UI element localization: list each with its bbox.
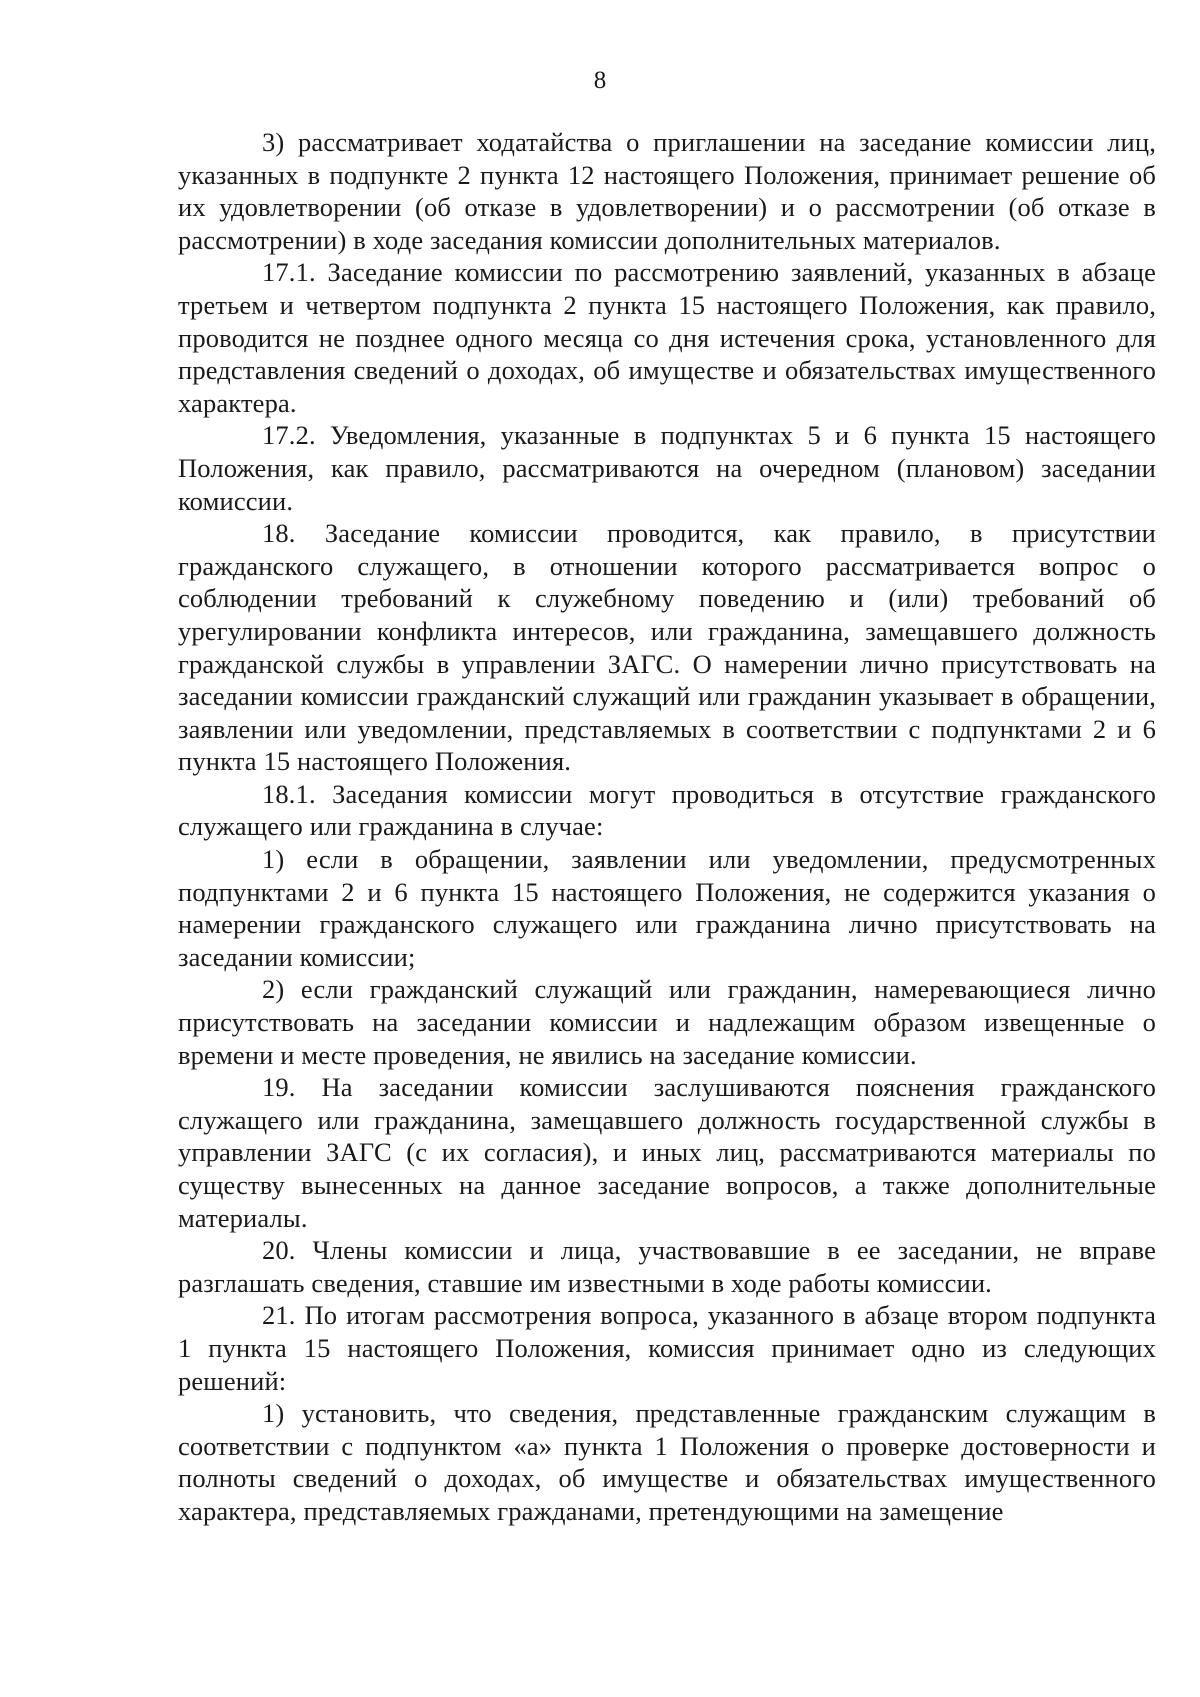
paragraph-21-item-1: 1) установить, что сведения, представленные гражданским служащим в соответствии с подпунктом «а» пункта 1 Положения о проверке достоверности и полноты сведений о доходах, об имуществе и обязательствах имущественного характера, представляемых гражданами, претендующими на замещение [178,1398,1156,1526]
page-number: 8 [593,67,607,94]
paragraph-19: 19. На заседании комиссии заслушиваются пояснения гражданского служащего или гражданина, замещавшего должность государственной службы в управлении ЗАГС (с их согласия), и иных лиц, рассматриваются материалы по существу вынесенных на данное заседание вопросов, а также дополнительные материалы. [178,1072,1156,1233]
paragraph-3-item: 3) рассматривает ходатайства о приглашении на заседание комиссии лиц, указанных в подпункте 2 пункта 12 настоящего Положения, принимает решение об их удовлетворении (об отказе в удовлетворении) и о рассмотрении (об отказе в рассмотрении) в ходе заседания комиссии дополнительных материалов. [178,127,1156,255]
paragraph-18-1: 18.1. Заседания комиссии могут проводиться в отсутствие гражданского служащего или гражданина в случае: [178,778,1156,842]
paragraph-18-1-item-1: 1) если в обращении, заявлении или уведомлении, предусмотренных подпунктами 2 и 6 пункта 15 настоящего Положения, не содержится указания о намерении гражданского служащего или гражданина лично присутствовать на заседании комиссии; [178,844,1156,972]
paragraph-18: 18. Заседание комиссии проводится, как правило, в присутствии гражданского служащего, в отношении которого рассматривается вопрос о соблюдении требований к служебному поведению и (или) требований об урегулировании конфликта интересов, или гражданина, замещавшего должность гражданской службы в управлении ЗАГС. О намерении лично присутствовать на заседании комиссии гражданский служащий или гражданин указывает в обращении, заявлении или уведомлении, представляемых в соответствии с подпунктами 2 и 6 пункта 15 настоящего Положения. [178,518,1156,777]
paragraph-17-2: 17.2. Уведомления, указанные в подпунктах 5 и 6 пункта 15 настоящего Положения, как правило, рассматриваются на очередном (плановом) заседании комиссии. [178,420,1156,516]
document-body [178,126,1156,1528]
paragraph-17-1: 17.1. Заседание комиссии по рассмотрению заявлений, указанных в абзаце третьем и четвертом подпункта 2 пункта 15 настоящего Положения, как правило, проводится не позднее одного месяца со дня истечения срока, установленного для представления сведений о доходах, об имуществе и обязательствах имущественного характера. [178,257,1156,418]
paragraph-20: 20. Члены комиссии и лица, участвовавшие в ее заседании, не вправе разглашать сведения, ставшие им известными в ходе работы комиссии. [178,1235,1156,1298]
paragraph-18-1-item-2: 2) если гражданский служащий или гражданин, намеревающиеся лично присутствовать на заседании комиссии и надлежащим образом извещенные о времени и месте проведения, не явились на заседание комиссии. [178,974,1156,1070]
paragraph-21: 21. По итогам рассмотрения вопроса, указанного в абзаце втором подпункта 1 пункта 15 настоящего Положения, комиссия принимает одно из следующих решений: [178,1300,1156,1396]
